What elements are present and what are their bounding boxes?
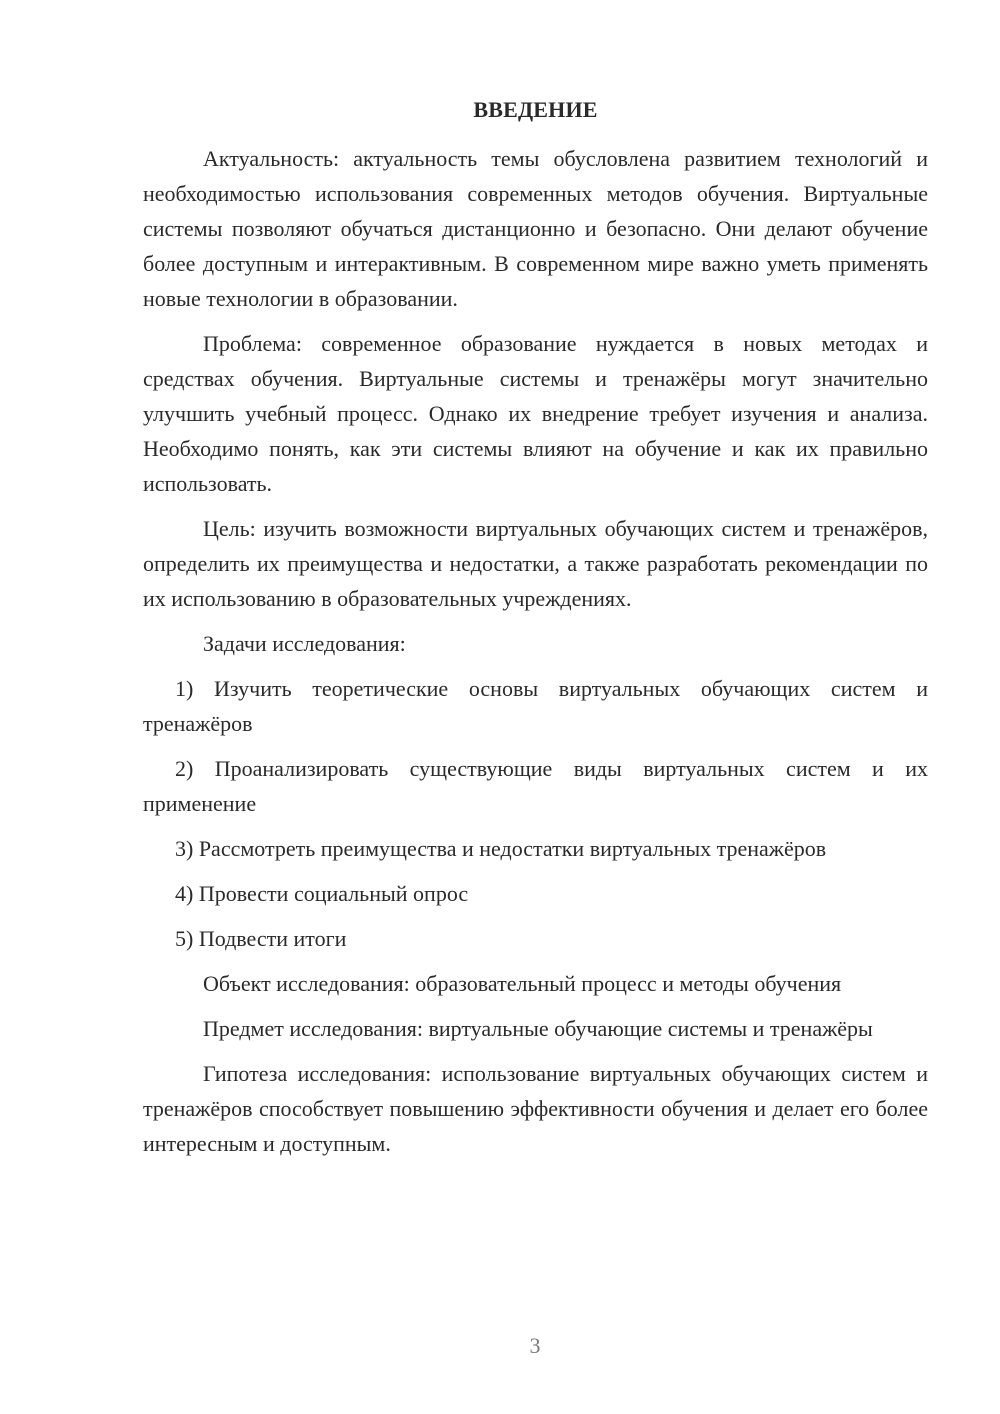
section-heading: ВВЕДЕНИЕ [473, 97, 598, 122]
page-number: 3 [529, 1333, 541, 1358]
task-item-4: 4) Провести социальный опрос [175, 881, 469, 906]
task-item-1: 1) Изучить теоретические основы виртуальных обучающих систем и тренажёров [143, 676, 928, 736]
document-page [143, 95, 928, 1171]
task-item-3: 3) Рассмотреть преимущества и недостатки виртуальных тренажёров [175, 836, 827, 861]
goal-paragraph: Цель: изучить возможности виртуальных обучающих систем и тренажёров, определить их преимущества и недостатки, а также разработать рекомендации по их использованию в образовательных учреждениях. [143, 516, 928, 611]
tasks-title: Задачи исследования: [203, 631, 406, 656]
task-item-2: 2) Проанализировать существующие виды виртуальных систем и их применение [143, 756, 928, 816]
problem-paragraph: Проблема: современное образование нуждается в новых методах и средствах обучения. Виртуальные системы и тренажёры могут значительно улучшить учебный процесс. Однако их внедрение требует изучения и анализа. Необходимо понять, как эти системы влияют на обучение и как их правильно использовать. [143, 331, 928, 496]
object-paragraph: Объект исследования: образовательный процесс и методы обучения [203, 971, 842, 996]
subject-paragraph: Предмет исследования: виртуальные обучающие системы и тренажёры [203, 1016, 873, 1041]
task-item-5: 5) Подвести итоги [175, 926, 347, 951]
hypothesis-paragraph: Гипотеза исследования: использование виртуальных обучающих систем и тренажёров способствует повышению эффективности обучения и делает его более интересным и доступным. [143, 1061, 928, 1156]
relevance-paragraph: Актуальность: актуальность темы обусловлена развитием технологий и необходимостью использования современных методов обучения. Виртуальные системы позволяют обучаться дистанционно и безопасно. Они делают обучение более доступным и интерактивным. В современном мире важно уметь применять новые технологии в образовании. [143, 146, 928, 311]
